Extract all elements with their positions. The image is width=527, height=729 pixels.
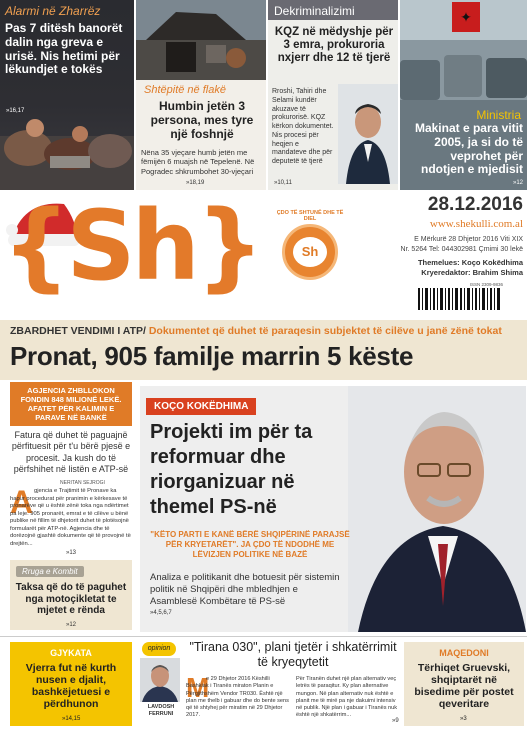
lead-page: »13 <box>66 550 77 556</box>
gjykata-headline: Vjerra fut në kurth nusen e djalit, bashkëjetuesi e përdhunon <box>25 662 117 711</box>
teaser-page: »16,17 <box>6 108 25 114</box>
teaser-kicker: Alarmi në Zharrëz <box>5 4 101 18</box>
teaser-page: »10,11 <box>274 180 292 186</box>
issue-date: 28.12.2016 <box>427 194 523 215</box>
maqedonia-kicker: MAQEDONI <box>439 648 489 658</box>
politician-portrait <box>338 84 398 184</box>
opinion-author[interactable] <box>138 642 184 726</box>
byline: NERITAN SEJROGI <box>60 480 105 486</box>
tirana-body-b: Për Tiranën duhet një plan alternativ veç letrës të paraqitur. Ky plan alternative mungon. Në plan alternativ nuk është e planit me të mirë pa nje dakuimi intensiv në publik. Një plan i gabuar i Tiranës nuk është një shkatërrim... <box>296 676 398 718</box>
issue-line-1: E Mërkurë 28 Dhjetor 2016 Viti XIX <box>414 236 523 243</box>
weekend-badge <box>282 224 338 280</box>
teaser-page: »18,19 <box>186 180 205 186</box>
interview-box[interactable] <box>140 386 526 632</box>
barcode <box>418 288 504 314</box>
gjykata-kicker: GJYKATA <box>50 648 92 658</box>
editor: Kryeredaktor: Brahim Shima <box>421 268 523 277</box>
website-link[interactable]: www.shekulli.com.al <box>429 218 523 230</box>
maqedonia-box[interactable] <box>404 642 524 726</box>
gjykata-box[interactable] <box>10 642 132 726</box>
teaser-fire[interactable] <box>136 0 266 190</box>
interview-teaser: Analiza e politikanit dhe botuesit për sistemin politik në Shqipëri dhe mbledhjen e Asamblesë Kombëtare të PS-së <box>150 572 340 607</box>
lead-headline: Pronat, 905 familje marrin 5 këste <box>10 341 414 371</box>
teaser-zharrez[interactable] <box>0 0 134 190</box>
lead-story[interactable] <box>0 320 527 380</box>
teaser-body: Rroshi, Tahiri dhe Selami kundër akuzave të prokurorisë. KQZ kërkon dokumentet. Nis procesi për heqjen e mandateve dhe për deputetë të tjerë <box>272 88 334 165</box>
interview-name-tag: KOÇO KOKËDHIMA <box>146 398 256 415</box>
rruga-box[interactable] <box>10 560 132 630</box>
drop-cap: A <box>10 484 34 520</box>
teaser-kicker: Dekriminalizimi <box>274 4 355 18</box>
lead-kicker-text: ZBARDHET VENDIMI I ATP/ <box>10 325 146 337</box>
divider <box>0 636 527 637</box>
masthead <box>0 190 527 318</box>
badge-logo: Sh <box>293 237 327 267</box>
teaser-kicker: Shtëpitë në flakë <box>144 84 226 96</box>
teaser-ministria[interactable] <box>400 0 527 190</box>
kokedhima-portrait <box>348 386 526 632</box>
tirana-headline: "Tirana 030", plani tjetër i shkatërrimit të kryeqytetit <box>189 640 397 669</box>
interview-headline: Projekti im për ta reformuar dhe riorganizuar në themel PS-në <box>150 421 313 518</box>
logo[interactable]: {Sh} <box>2 190 261 302</box>
alert-box <box>10 382 132 426</box>
rruga-headline: Taksa që do të paguhet nga motoçikletat te mjetet e rënda <box>15 582 127 616</box>
tirana-article[interactable] <box>186 640 400 728</box>
founder: Themelues: Koço Kokëdhima <box>417 258 523 267</box>
teaser-headline: KQZ në mëdyshje për 3 emra, prokuroria nxjerr dhe 12 të tjerë <box>274 26 394 65</box>
rruga-page: »12 <box>66 622 77 628</box>
opinion-label: opinion <box>142 642 176 656</box>
alert-text: AGJENCIA ZHBLLOKON FONDIN 848 MILIONË LEKË. AFATET PËR KALIMIN E PARAVE NË BANKË <box>20 386 122 422</box>
badge-ring-text: ÇDO TË SHTUNË DHE TË DIEL <box>276 210 344 222</box>
svg-text:✦: ✦ <box>460 10 472 26</box>
issue-line-2: Nr. 5264 Tel: 044302981 Çmimi 30 lekë <box>400 246 523 253</box>
tirana-drop-cap: M <box>186 672 210 703</box>
teaser-headline: Humbin jetën 3 persona, mes tyre një foshnjë <box>150 99 254 141</box>
rruga-kicker: Rruga e Kombit <box>16 566 84 577</box>
gjykata-page: »14,15 <box>62 716 81 722</box>
opinion-author-name: LAVDOSH FERRUNI <box>147 704 175 717</box>
burned-house-photo <box>136 0 266 80</box>
tirana-body-a: e 29 Dhjetor 2016 Këshilli Bashkiak i Tiranës miraton Planin e Përgjithshëm Vendor TR030. Është një plan me thelb i gabuar dhe do bente sens që të shtyhej për miratim në 29 Dhjetor 2017. <box>186 676 289 719</box>
maqedonia-headline: Tërhiqet Gruevski, shqiptarët në bisedime për postet qeveritare <box>414 662 514 711</box>
author-portrait <box>140 658 180 702</box>
teaser-page: »12 <box>512 180 523 186</box>
interview-page: »4,5,6,7 <box>150 610 172 616</box>
lead-question: Fatura që duhet të paguajnë përfituesit për t'u bërë pjesë e procesit. Ja kush do të përfshihet në listën e ATP-së <box>11 430 131 474</box>
lead-body: gjencia e Trajtimit të Pronave ka hapur procedurat për pranimin e kërkesave të pronarëve që u është zënë toka nga ndërtimet pa leje. 905 pronarët, emrat e të cilëve u bënë publike në fillim të dhjetorit duhet të plotësojnë formularët për ATP-në. Agjencia dhe të dorëzojnë gjashtë dokumente që të provojnë të drejtën... <box>10 488 131 547</box>
tirana-page: »9 <box>392 718 399 724</box>
lead-kicker <box>10 325 502 337</box>
teaser-kicker: Ministria <box>476 108 521 122</box>
maqedonia-page: »3 <box>460 716 467 722</box>
teaser-kqz[interactable] <box>268 0 398 190</box>
lead-subkicker: Dokumentet që duhet të paraqesin subjektet të cilëve u janë zënë tokat <box>148 325 502 337</box>
interview-quote: "KËTO PARTI E KANË BËRË SHQIPËRINË PARAJSË PËR KRYETARËT". JA ÇDO TË NDODHË ME LËVIZJEN POLITIKE NË BAZË <box>150 530 350 559</box>
teaser-headline: Pas 7 ditësh banorët dalin nga greva e urisë. Nis hetimi për lëkundjet e tokës <box>5 21 123 77</box>
teaser-headline: Makinat e para vitit 2005, ja si do të veprohet për ndotjen e mjedisit <box>414 121 523 177</box>
teaser-body: Nëna 35 vjeçare humb jetën me fëmijën 6 muajsh në Tepelenë. Në Pogradec shkrumbohet 30-vjeçari <box>141 148 255 176</box>
issn: ISSN 2309-9836 <box>469 282 503 287</box>
